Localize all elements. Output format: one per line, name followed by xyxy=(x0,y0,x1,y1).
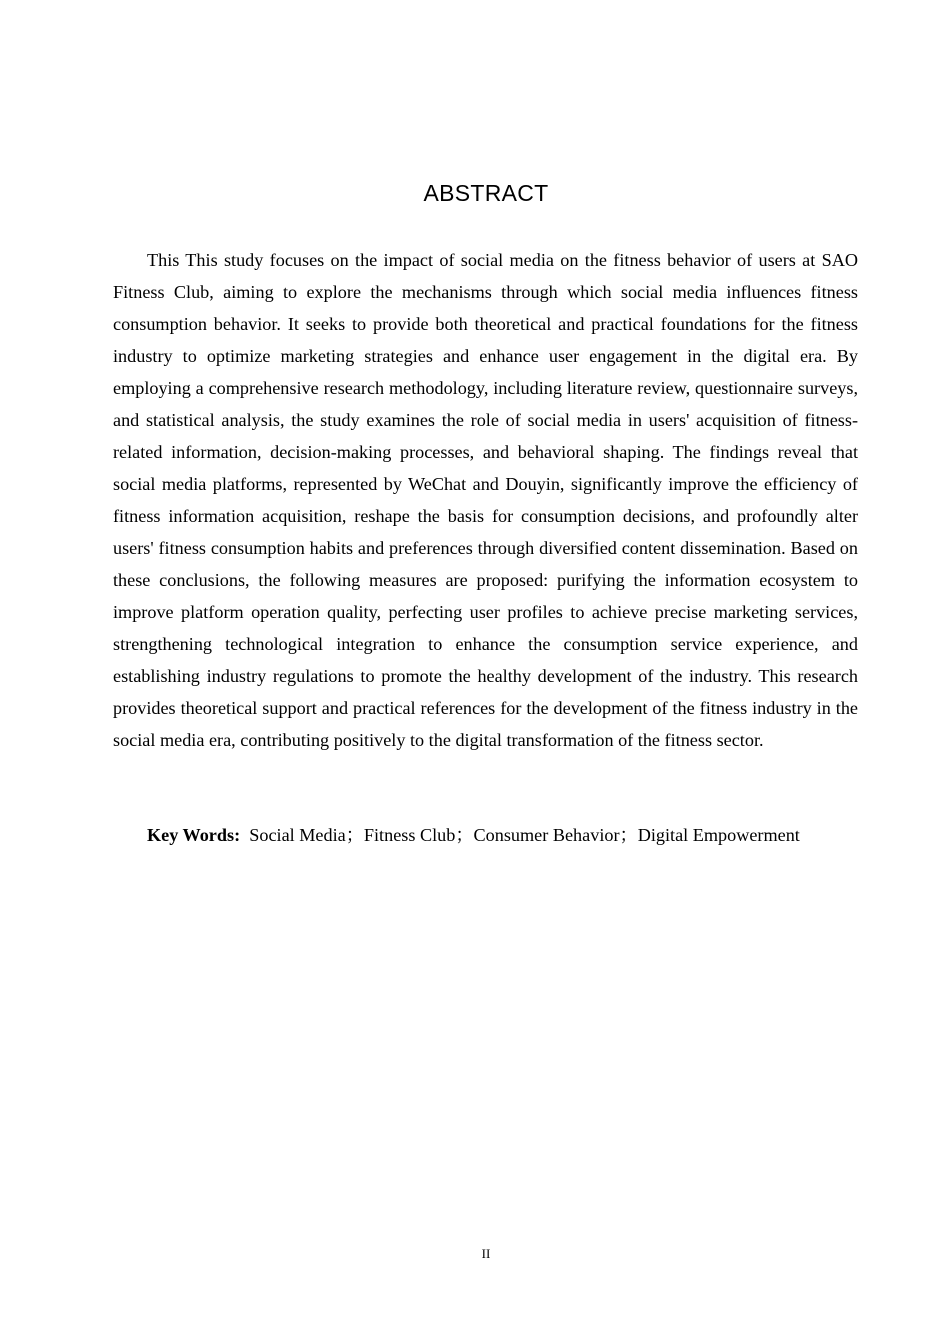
page-number: II xyxy=(481,1246,491,1261)
abstract-title: ABSTRACT xyxy=(423,180,549,206)
keywords-list: Social Media；Fitness Club；Consumer Behavior；Digital Empowerment xyxy=(249,825,800,845)
abstract-body: This This study focuses on the impact of social media on the fitness behavior of users at SAO Fitness Club, aiming to explore the mechanisms through which social media influences fitness consumption behavior. It seeks to provide both theoretical and practical foundations for the fitness industry to optimize marketing strategies and enhance user engagement in the digital era. By employing a comprehensive research methodology, including literature review, questionnaire surveys, and statistical analysis, the study examines the role of social media in users' acquisition of fitness-related information, decision-making processes, and behavioral shaping. The findings reveal that social media platforms, represented by WeChat and Douyin, significantly improve the efficiency of fitness information acquisition, reshape the basis for consumption decisions, and profoundly alter users' fitness consumption habits and preferences through diversified content dissemination. Based on these conclusions, the following measures are proposed: purifying the information ecosystem to improve platform operation quality, perfecting user profiles to achieve precise marketing services, strengthening technological integration to enhance the consumption service experience, and establishing industry regulations to promote the healthy development of the industry. This research provides theoretical support and practical references for the development of the fitness industry in the social media era, contributing positively to the digital transformation of the fitness sector. xyxy=(113,250,858,750)
keywords-line xyxy=(147,819,867,851)
keywords-label: Key Words: xyxy=(147,825,241,845)
